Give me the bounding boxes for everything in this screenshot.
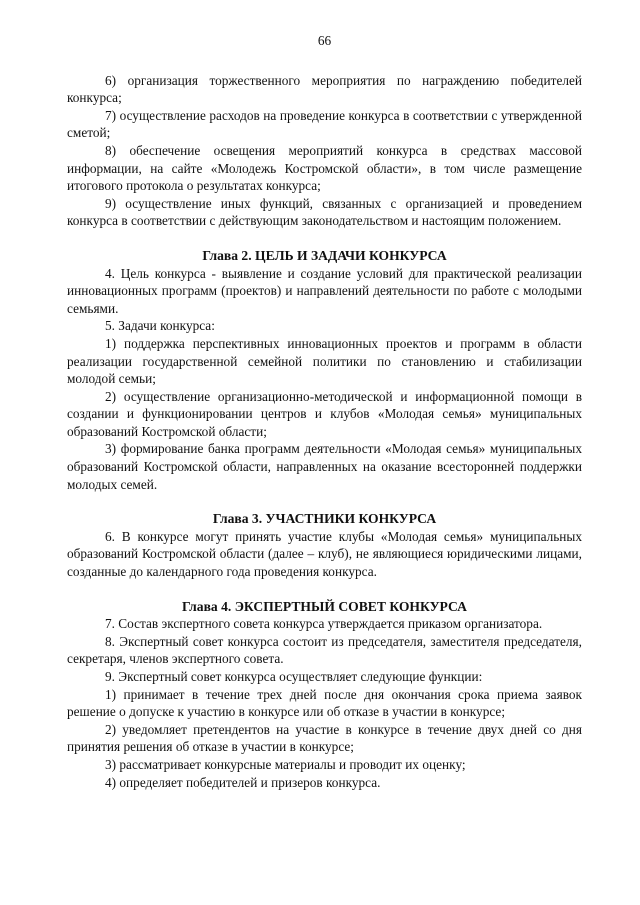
paragraph-task-1: 1) поддержка перспективных инновационных проектов и программ в области реализации государственной семейной политики по становлению и стабилизации молодой семьи; <box>67 335 582 387</box>
paragraph-clause-6: 6. В конкурсе могут принять участие клубы «Молодая семья» муниципальных образований Костромской области (далее – клуб), не являющиеся юридическими лицами, созданные до календарного года проведения конкурса. <box>67 528 582 580</box>
paragraph-item-6: 6) организация торжественного мероприятия по награждению победителей конкурса; <box>67 72 582 106</box>
paragraph-item-9: 9) осуществление иных функций, связанных с организацией и проведением конкурса в соответствии с действующим законодательством и настоящим положением. <box>67 195 582 229</box>
paragraph-function-2: 2) уведомляет претендентов на участие в конкурсе в течение двух дней со дня принятия решения об отказе в участии в конкурсе; <box>67 721 582 755</box>
paragraph-clause-4: 4. Цель конкурса - выявление и создание условий для практической реализации инновационных программ (проектов) и направлений деятельности по работе с молодыми семьями. <box>67 265 582 316</box>
paragraph-item-8: 8) обеспечение освещения мероприятий конкурса в средствах массовой информации, на сайте «Молодежь Костромской области», в том числе размещение итогового протокола о результатах конкурса; <box>67 142 582 194</box>
chapter-2-heading: Глава 2. ЦЕЛЬ И ЗАДАЧИ КОНКУРСА <box>202 247 447 263</box>
paragraph-function-4: 4) определяет победителей и призеров конкурса. <box>105 774 381 790</box>
paragraph-function-1: 1) принимает в течение трех дней после дня окончания срока приема заявок решение о допуске к участию в конкурсе или об отказе в участии в конкурсе; <box>67 686 582 720</box>
chapter-4-heading: Глава 4. ЭКСПЕРТНЫЙ СОВЕТ КОНКУРСА <box>182 598 467 614</box>
paragraph-clause-8: 8. Экспертный совет конкурса состоит из председателя, заместителя председателя, секретаря, членов экспертного совета. <box>67 633 582 667</box>
paragraph-item-7: 7) осуществление расходов на проведение конкурса в соответствии с утвержденной сметой; <box>67 107 582 141</box>
paragraph-clause-7: 7. Состав экспертного совета конкурса утверждается приказом организатора. <box>105 616 543 632</box>
paragraph-function-3: 3) рассматривает конкурсные материалы и проводит их оценку; <box>105 756 466 772</box>
document-page <box>67 32 582 791</box>
page-number: 66 <box>317 33 332 48</box>
paragraph-clause-5: 5. Задачи конкурса: <box>105 318 215 334</box>
paragraph-task-3: 3) формирование банка программ деятельности «Молодая семья» муниципальных образований Костромской области, направленных на оказание всесторонней поддержки молодых семей. <box>67 441 582 492</box>
paragraph-clause-9: 9. Экспертный совет конкурса осуществляет следующие функции: <box>105 669 483 684</box>
chapter-3-heading: Глава 3. УЧАСТНИКИ КОНКУРСА <box>212 511 437 527</box>
paragraph-task-2: 2) осуществление организационно-методической и информационной помощи в создании и функционировании центров и клубов «Молодая семья» муниципальных образований Костромской области; <box>67 388 582 439</box>
